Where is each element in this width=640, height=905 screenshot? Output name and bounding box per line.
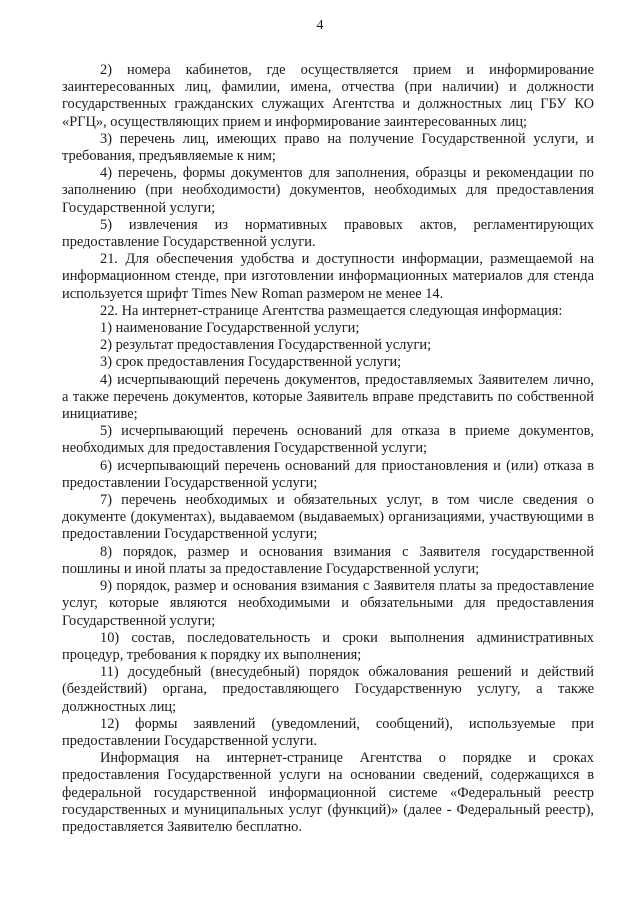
paragraph: 3) перечень лиц, имеющих право на получение Государственной услуги, и требования, предъявляемые к ним; (62, 130, 594, 165)
paragraph: 4) перечень, формы документов для заполнения, образцы и рекомендации по заполнению (при необходимости) документов, необходимых для предоставления Государственной услуги; (62, 165, 594, 216)
paragraph: 10) состав, последовательность и сроки выполнения административных процедур, требования к порядку их выполнения; (62, 629, 594, 663)
paragraph: 8) порядок, размер и основания взимания с Заявителя государственной пошлины и иной платы за предоставление Государственной услуги; (62, 543, 594, 577)
paragraph: 1) наименование Государственной услуги; (100, 320, 360, 337)
paragraph: 5) исчерпывающий перечень оснований для отказа в приеме документов, необходимых для предоставления Государственной услуги; (62, 423, 594, 457)
paragraph: 2) результат предоставления Государственной услуги; (100, 337, 432, 354)
paragraph: 4) исчерпывающий перечень документов, предоставляемых Заявителем лично, а также перечень документов, которые Заявитель вправе представить по собственной инициативе; (62, 371, 594, 423)
page-number: 4 (316, 18, 324, 33)
paragraph: 21. Для обеспечения удобства и доступности информации, размещаемой на информационном стенде, при изготовлении информационных материалов для стенда используется шрифт Times New Roman размером не менее 14. (62, 251, 594, 302)
paragraph: 9) порядок, размер и основания взимания с Заявителя платы за предоставление услуг, которые являются необходимыми и обязательными для предоставления Государственной услуги; (62, 578, 594, 629)
paragraph: 12) формы заявлений (уведомлений, сообщений), используемые при предоставлении Государственной услуги. (62, 715, 594, 749)
paragraph: 22. На интернет-странице Агентства размещается следующая информация: (100, 302, 563, 319)
paragraph: 5) извлечения из нормативных правовых актов, регламентирующих предоставление Государственной услуги. (62, 216, 594, 251)
paragraph: 3) срок предоставления Государственной услуги; (100, 354, 402, 371)
paragraph: 11) досудебный (внесудебный) порядок обжалования решений и действий (бездействий) органа, предоставляющего Государственную услугу, а также должностных лиц; (62, 664, 594, 715)
document-body (62, 62, 594, 836)
paragraph: 2) номера кабинетов, где осуществляется прием и информирование заинтересованных лиц, фамилии, имена, отчества (при наличии) и должности государственных гражданских служащих Агентства и должностных лиц ГБУ КО «РГЦ», осуществляющих прием и информирование заинтересованных лиц; (62, 62, 594, 130)
paragraph: 6) исчерпывающий перечень оснований для приостановления и (или) отказа в предоставлении Государственной услуги; (62, 457, 594, 491)
paragraph: 7) перечень необходимых и обязательных услуг, в том числе сведения о документе (документах), выдаваемом (выдаваемых) организациями, участвующими в предоставлении Государственной услуги; (62, 492, 594, 543)
paragraph: Информация на интернет-странице Агентства о порядке и сроках предоставления Государственной услуги на основании сведений, содержащихся в федеральной государственной информационной системе «Федеральный реестр государственных и муниципальных услуг (функций)» (далее - Федеральный реестр), предоставляется Заявителю бесплатно. (62, 750, 594, 835)
